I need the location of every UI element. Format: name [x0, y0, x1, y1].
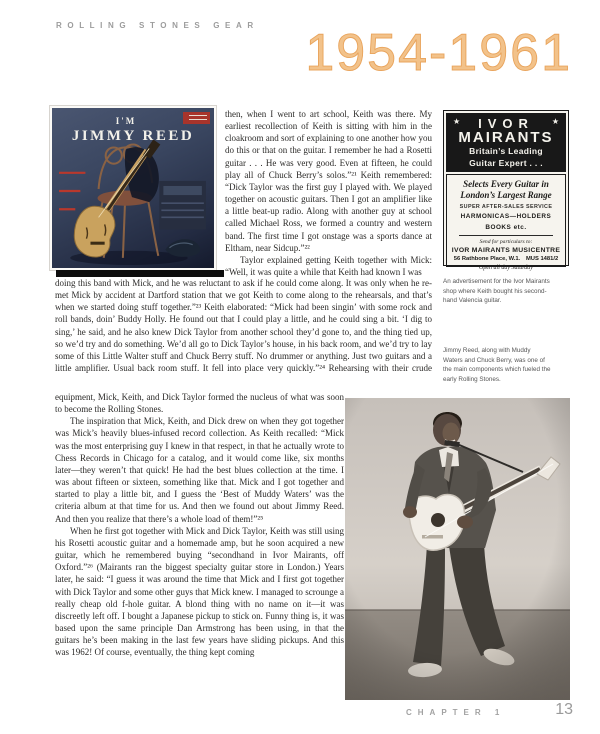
- album-cover: [49, 105, 217, 271]
- star-icon: ★: [551, 117, 559, 126]
- amp-illustration: [159, 181, 206, 230]
- jimmy-reed-photo-illustration: [345, 398, 570, 700]
- ad-selects-line1: Selects Every Guitar in: [463, 179, 549, 189]
- album-title-text: JIMMY REED: [71, 128, 195, 144]
- photo-caption: Jimmy Reed, along with Muddy Waters and Chuck Berry, was one of the main components which fueled the early Rolling Stones.: [443, 347, 551, 383]
- ad-harmonicas-line1: HARMONICAS—HOLDERS: [460, 213, 552, 220]
- ad-header: [446, 113, 566, 172]
- ad-headline-mairants: MAIRANTS: [458, 129, 554, 146]
- body-paragraph: doing this band with Mick, and he was reluctant to ask if he could come along. It was only when he re-met Mick by accident at Dartford station that we got Keith to come along to the rehearsals, and that’s when we started doing stuff together.”²³ Keith elaborated: “Mick had been singin’ with some rock and roll bands, doin’ Buddy Holly. He found out that I could play a little, and he could sing a bit. ‘I dig to sing,’ he said, and he also knew Dick Taylor from another school they’d gone to, and the thing tied up, so we’d try and do something. We’d all go to Dick Taylor’s house, in his back room, and we’d try to lay some of this Little Walter stuff and Chuck Berry stuff. No drummer or anything. Just two guitars and a little amplifier. Usual back room stuff. It fell into place very quickly.”²⁴ Rehearsing with their crude: [55, 278, 432, 374]
- photo-vignette: [345, 398, 570, 700]
- ad-hours-line: Open all day Saturday: [479, 265, 533, 271]
- ad-tagline-line1: Britain’s Leading: [469, 146, 543, 156]
- body-paragraph: equipment, Mick, Keith, and Dick Taylor formed the nucleus of what was soon to become the Rolling Stones.: [55, 392, 344, 415]
- ad-headline-ivor: IVOR: [478, 116, 534, 131]
- ad-tagline-line2: Guitar Expert . . .: [469, 157, 543, 168]
- ad-divider: [459, 235, 553, 236]
- album-title-im: I'M: [115, 116, 137, 126]
- page-number: 13: [555, 701, 573, 718]
- chapter-years-text: 1954-1961: [305, 24, 572, 82]
- ad-store-name: IVOR MAIRANTS MUSICENTRE: [451, 247, 561, 254]
- ad-caption: An advertisement for the Ivor Mairants shop where Keith bought his second-hand Valencia guitar.: [443, 278, 550, 304]
- body-paragraph: Taylor explained getting Keith together with Mick: “Well, it was quite a while that Keith had known I was: [225, 254, 432, 278]
- article-column-left: [55, 391, 344, 658]
- ad-harmonicas-line2: BOOKS etc.: [485, 223, 527, 231]
- ivor-mairants-ad: [443, 110, 569, 271]
- ad-selects-line2: London’s Largest Range: [460, 189, 552, 200]
- song-list-marks: [59, 173, 85, 209]
- article-full-width: [55, 277, 432, 374]
- album-shadow: [56, 270, 224, 277]
- chapter-years: [274, 20, 574, 82]
- body-paragraph: The inspiration that Mick, Keith, and Dick drew on when they got together was Mick’s heavily blues-infused record collection. As Keith recalled: “Mick was the most enterprising guy I knew in that respect, in that he actually wrote to Chess Records in Chicago for a catalog, and it would come like, six months later—they weren’t that quick! He had the best blues collection at the time. I was about fifteen or sixteen, something like that. Mick and I got together and started to play a little bit, and I guess the ‘Best of Muddy Waters’ was the criteria album at that time for us. And then we found out about Jimmy Reed. And then you realize that there’s a whole load of them!”²⁵: [55, 416, 344, 524]
- book-title: ROLLING STONES GEAR: [56, 21, 259, 30]
- body-paragraph: When he first got together with Mick and Dick Taylor, Keith was still using his Rosetti acoustic guitar and a homemade amp, but he soon acquired a new guitar, which he remembered buying “secondhand in Ivor Mairants, off Oxford.”²⁶ (Mairants ran the biggest specialty guitar store in London.) Years later, he said: “I guess it was around the time that Mick and I first got together with Dick Taylor and some other guys that Mick knew. I managed to scrounge a really cheap old f-hole guitar. A blond thing with no name on it—it was discreetly left off. I bought a Japanese pickup to stick on. Funny thing is, it was based upon the same principle Dan Armstrong has been using, in that the guitars he’s been making in the last few years have sliding pickups. And this was 1962! Of course, eventually, the thing kept coming: [55, 525, 344, 658]
- star-icon: ★: [453, 117, 461, 126]
- veejay-label-badge: [183, 112, 210, 124]
- jimmy-reed-photo: [345, 398, 570, 700]
- body-paragraph: then, when I went to art school, Keith was there. My earliest recollection of Keith is sitting with him in the cloakroom and sort of explaining to one another how you do this or that on the guitar. I remember he had a Rosetti guitar . . . He was very good. Even at fifteen, he could play all of Chuck Berry’s solos.”²¹ Keith remembered: “Dick Taylor was the first guy I played with. We played together on acoustic guitars. Then I got an amplifier like a little beat-up radio. Along with another guy at school called Michael Ross, we formed a country and western band. The first time I got onstage was a sports dance at Eltham, near Sidcup.”²²: [225, 109, 432, 253]
- article-column-right: [225, 108, 432, 278]
- chapter-label: CHAPTER 1: [406, 708, 506, 717]
- ad-address-line: 56 Rathbone Place, W.1. MUS 1481/2: [453, 256, 559, 262]
- ad-service-line: SUPER AFTER-SALES SERVICE: [459, 204, 553, 210]
- ad-body: [446, 174, 566, 271]
- ad-send-line: Send for particulars to:: [479, 239, 533, 245]
